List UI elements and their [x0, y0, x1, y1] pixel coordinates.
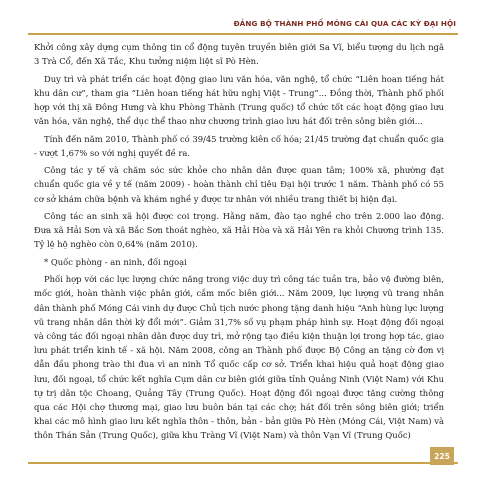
- paragraph-healthcare: Công tác y tế và chăm sóc sức khỏe cho nhân dân được quan tâm; 100% xã, phường đạt chuẩn quốc gia về y tế (năm 2009) - hoàn thành chỉ tiêu Đại hội trước 1 năm. Thành phố có 55 cơ sở khám chữa bệnh và khám nghề y được tư nhân với nhiều trang thiết bị hiện đại.: [34, 165, 444, 204]
- section-heading-defense: * Quốc phòng - an ninh, đối ngoại: [44, 256, 187, 267]
- page-number-badge: 225: [430, 447, 454, 465]
- running-header-title: ĐẢNG BỘ THÀNH PHỐ MÓNG CÁI QUA CÁC KỲ ĐẠI HỘI: [233, 19, 456, 28]
- header-divider: [28, 33, 458, 35]
- paragraph-defense-foreign-affairs: Phối hợp với các lực lượng chức năng trong việc duy trì công tác tuần tra, bảo vệ đường biên, mốc giới, hoàn thành việc phân giới, cắm mốc biên giới... Năm 2009, lực lượng vũ trang nhân dân thành phố Móng Cái vinh dự được Chủ tịch nước phong tặng danh hiệu “Anh hùng lực lượng vũ trang nhân dân thời kỳ đổi mới”. Giảm 31,7% số vụ phạm pháp hình sự. Hoạt động đối ngoại và công tác đối ngoại nhân dân được duy trì, mở rộng tạo điều kiện thuận lợi trong hợp tác, giao lưu phát triển kinh tế - xã hội. Năm 2008, công an Thành phố được Bộ Công an tặng cờ đơn vị dẫn đầu phong trào thi đua vì an ninh Tổ quốc cấp cơ sở. Triển khai hiệu quả hoạt động giao lưu, đối ngoại, tổ chức kết nghĩa Cụm dân cư biên giới giữa tỉnh Quảng Ninh (Việt Nam) với Khu tự trị dân tộc Choang, Quảng Tây (Trung Quốc). Hoạt động đối ngoại được tăng cường thông qua các Hội chợ thương mại, giao lưu buôn bán tại các chợ; hát đối trên sông biên giới; triển khai các mô hình giao lưu kết nghĩa thôn - thôn, bản - bản giữa Pò Hèn (Móng Cái, Việt Nam) và thôn Thán Sản (Trung Quốc), giữa khu Tràng Vĩ (Việt Nam) và thôn Vạn Vĩ (Trung Quốc): [34, 274, 444, 441]
- article-body: [34, 40, 444, 446]
- paragraph-infrastructure: Khởi công xây dựng cụm thông tin cổ động tuyên truyền biên giới Sa Vĩ, biểu tượng du lịch ngã 3 Trà Cổ, đến Xã Tắc, Khu tưởng niệm liệt sĩ Pò Hèn.: [34, 42, 444, 67]
- paragraph-culture-exchange: Duy trì và phát triển các hoạt động giao lưu văn hóa, văn nghệ, tổ chức “Liên hoan tiếng hát khu dân cư”, tham gia “Liên hoan tiếng hát hữu nghị Việt - Trung”... Đồng thời, Thành phố phối hợp với thị xã Đông Hưng và khu Phòng Thành (Trung quốc) tổ chức tốt các hoạt động giao lưu văn hóa, văn nghệ, thể dục thể thao như chương trình giao lưu hát đối trên sông biên giới...: [34, 73, 444, 127]
- paragraph-schools: Tính đến năm 2010, Thành phố có 39/45 trường kiên cố hóa; 21/45 trường đạt chuẩn quốc gia - vượt 1,67% so với nghị quyết đề ra.: [34, 133, 444, 158]
- paragraph-social-security: Công tác an sinh xã hội được coi trọng. Hằng năm, đào tạo nghề cho trên 2.000 lao động. Đưa xã Hải Sơn và xã Bắc Sơn thoát nghèo, xã Hải Hòa và xã Hải Yên ra khỏi Chương trình 135. Tỷ lệ hộ nghèo còn 0,64% (năm 2010).: [34, 210, 444, 250]
- footer-divider: [28, 462, 458, 464]
